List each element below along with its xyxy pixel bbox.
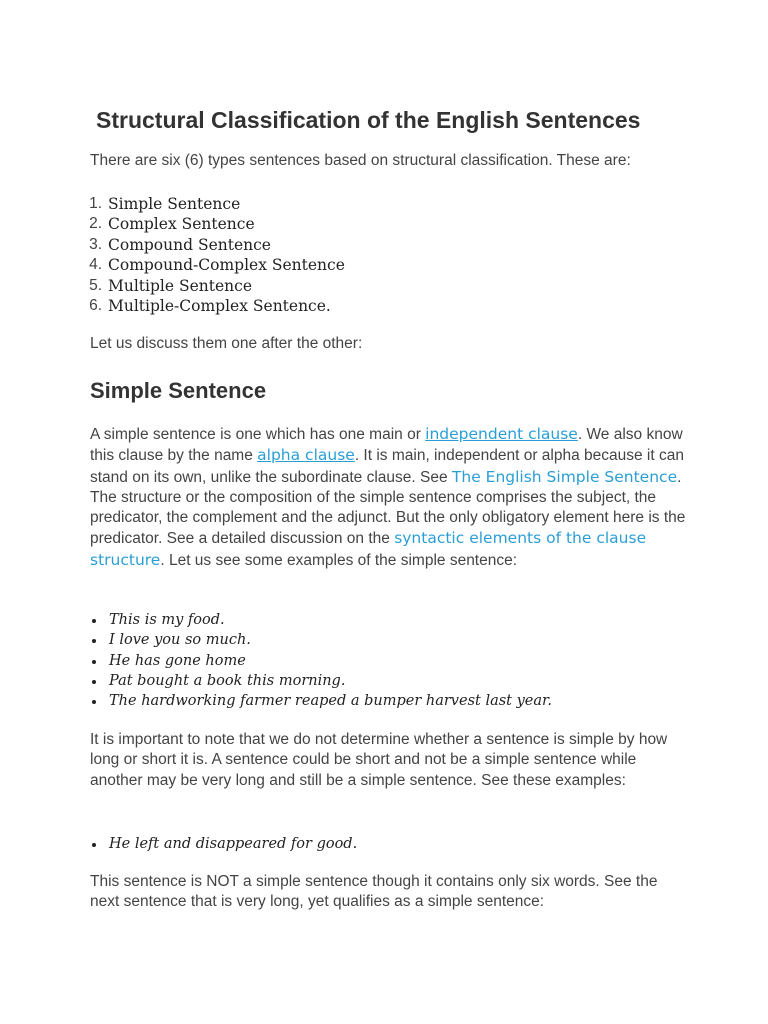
list-item: Compound-Complex Sentence [108,256,345,275]
independent-clause-link[interactable]: independent clause [425,425,578,443]
simple-sentence-examples-list [90,610,552,711]
list-item: Multiple-Complex Sentence. [108,297,331,316]
paragraph-text: A simple sentence is one which has one main or [90,426,426,443]
list-item: The hardworking farmer reaped a bumper harvest last year. [109,691,552,711]
paragraph-length-note: It is important to note that we do not determine whether a sentence is simple by how long or short it is. A sentence could be short and not be a simple sentence while another may be very long and still be a simple sentence. See these examples: [90,731,668,789]
list-item: He left and disappeared for good. [109,834,357,854]
list-item: This is my food. [109,610,552,630]
paragraph-text: . It is main, independent or alpha because it can stand on its own, unlike the subordinate clause. See [90,447,684,486]
syntactic-elements-link[interactable]: syntactic elements of the clause structure [90,529,647,569]
paragraph-simple-definition [90,424,686,571]
page-title: Structural Classification of the English Sentences [96,107,641,133]
list-item: Compound Sentence [108,235,271,254]
list-item: He has gone home [109,651,552,671]
paragraph-text: . We also know this clause by the name [90,426,683,465]
lead-text: Let us discuss them one after the other: [90,335,363,352]
list-item: Pat bought a book this morning. [109,671,552,691]
second-examples-list [90,834,357,854]
list-item: I love you so much. [109,630,552,650]
alpha-clause-link[interactable]: alpha clause [257,446,355,465]
list-item: Simple Sentence [108,195,241,213]
section-heading-simple-sentence: Simple Sentence [90,378,267,403]
english-simple-sentence-link[interactable]: The English Simple Sentence [451,467,678,486]
paragraph-not-simple-note: This sentence is NOT a simple sentence though it contains only six words. See the next sentence that is very long, yet qualifies as a simple sentence: [90,873,658,911]
intro-text: There are six (6) types sentences based on structural classification. These are: [90,152,631,169]
sentence-types-list [90,194,345,316]
paragraph-text: . Let us see some examples of the simple sentence: [160,551,518,569]
paragraph-text: . The structure or the composition of the simple sentence comprises the subject, the predicator, the complement and the adjunct. But the only obligatory element here is the predicator. See a detailed discussion on the [90,468,686,548]
list-item: Multiple Sentence [108,276,252,295]
list-item: Complex Sentence [108,215,255,234]
